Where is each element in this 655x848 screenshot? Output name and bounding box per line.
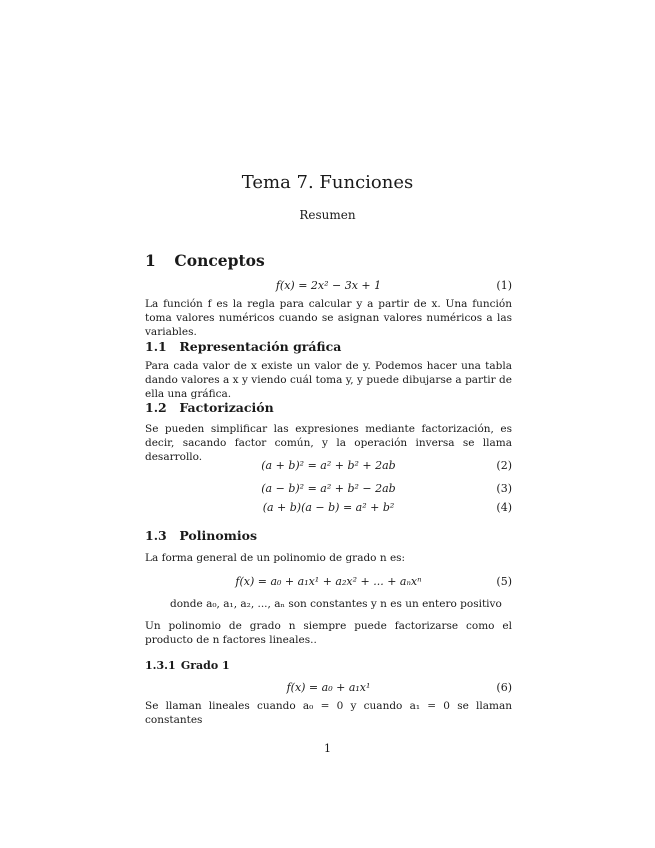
equation-number: (6) <box>496 681 512 694</box>
paragraph-polinomio-forma: La forma general de un polinomio de grado n es: <box>145 552 406 564</box>
abstract-label: Resumen <box>299 208 356 222</box>
paragraph-factorizacion-lineal: Un polinomio de grado n siempre puede factorizarse como el producto de n factores lineales.. <box>145 620 512 646</box>
paragraph-representacion: Para cada valor de x existe un valor de y. Podemos hacer una tabla dando valores a x y viendo cuál toma y, y puede dibujarse a partir de ella una gráfica. <box>145 360 512 400</box>
subsection-title: Representación gráfica <box>179 339 342 354</box>
equation-expression: (a + b)² = a² + b² + 2ab <box>261 459 396 472</box>
equation-number: (1) <box>496 279 512 292</box>
section-heading-conceptos <box>145 251 265 270</box>
equation-1 <box>145 279 512 293</box>
constants-note: donde a₀, a₁, a₂, ..., aₙ son constantes y n es un entero positivo <box>170 598 502 610</box>
subsection-number: 1.2 <box>145 400 167 415</box>
equation-3 <box>145 482 512 496</box>
equation-expression: (a − b)² = a² + b² − 2ab <box>261 482 396 495</box>
equation-expression: f(x) = a₀ + a₁x¹ <box>286 681 371 694</box>
equation-number: (4) <box>496 501 512 514</box>
subsubsection-title: Grado 1 <box>180 659 230 672</box>
page-number: 1 <box>324 742 331 755</box>
subsection-heading-polinomios <box>145 528 257 543</box>
equation-4 <box>145 501 512 515</box>
equation-number: (5) <box>496 575 512 588</box>
equation-expression: f(x) = 2x² − 3x + 1 <box>275 279 382 292</box>
subsubsection-heading-grado-1 <box>145 659 230 672</box>
equation-number: (2) <box>496 459 512 472</box>
subsection-heading-factorizacion <box>145 400 274 415</box>
subsubsection-number: 1.3.1 <box>145 659 176 672</box>
document-title: Tema 7. Funciones <box>241 172 414 193</box>
paragraph-conceptos: La función f es la regla para calcular y a partir de x. Una función toma valores numéricos cuando se asignan valores numéricos a las variables. <box>145 298 512 338</box>
section-title: Conceptos <box>174 251 265 270</box>
equation-5 <box>145 575 512 589</box>
subsection-number: 1.1 <box>145 339 167 354</box>
paragraph-factorizacion: Se pueden simplificar las expresiones mediante factorización, es decir, sacando factor común, y la operación inversa se llama desarrollo. <box>145 423 512 463</box>
subsection-number: 1.3 <box>145 528 167 543</box>
equation-2 <box>145 459 512 473</box>
equation-expression: (a + b)(a − b) = a² + b² <box>262 501 395 514</box>
equation-expression: f(x) = a₀ + a₁x¹ + a₂x² + ... + aₙxⁿ <box>235 575 422 588</box>
paragraph-lineales: Se llaman lineales cuando a₀ = 0 y cuando a₁ = 0 se llaman constantes <box>145 700 512 726</box>
equation-number: (3) <box>496 482 512 495</box>
subsection-title: Polinomios <box>179 528 258 543</box>
section-number: 1 <box>145 251 156 270</box>
subsection-title: Factorización <box>179 400 274 415</box>
subsection-heading-representacion <box>145 339 341 354</box>
equation-6 <box>145 681 512 695</box>
